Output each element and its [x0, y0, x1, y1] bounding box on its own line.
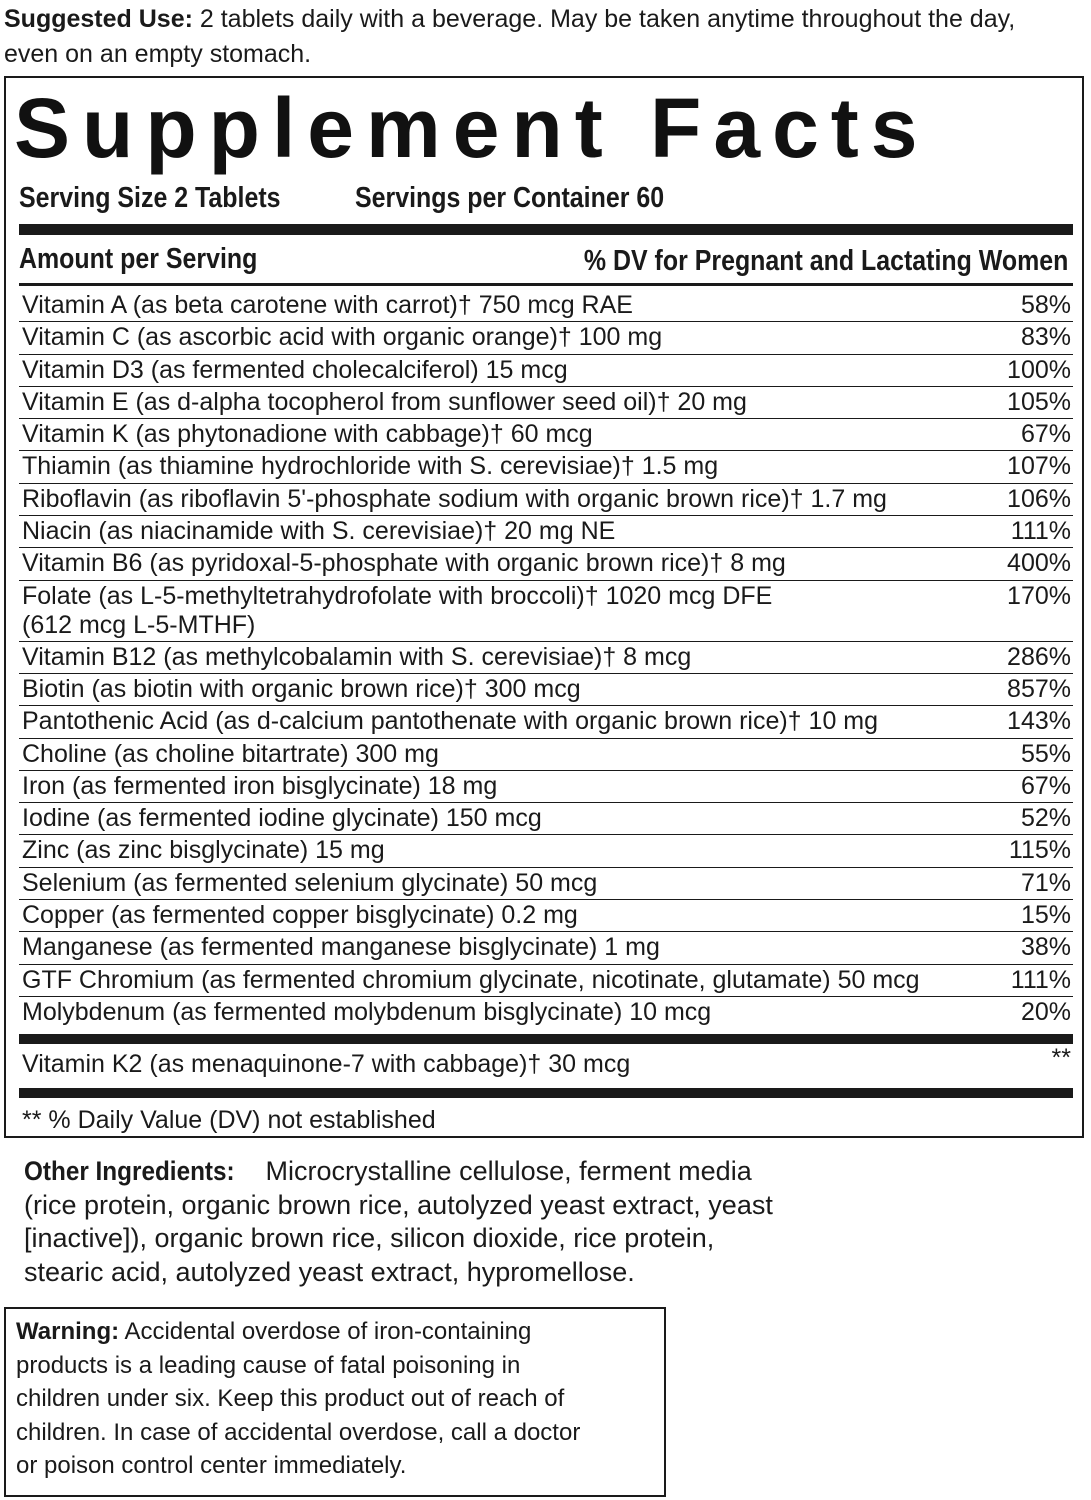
nutrient-dv: 71%	[1020, 868, 1071, 897]
nutrient-row	[19, 484, 1073, 516]
nutrient-row	[19, 290, 1073, 322]
nutrient-row	[19, 322, 1073, 354]
nutrient-name: Niacin (as niacinamide with S. cerevisiae)† 20 mg NE	[22, 517, 616, 546]
nutrient-dv: 100%	[1007, 355, 1071, 384]
serving-info	[19, 178, 739, 218]
nutrient-row-vitamin-k2	[19, 1046, 1073, 1082]
nutrient-name: Zinc (as zinc bisglycinate) 15 mg	[22, 836, 385, 865]
nutrient-row	[19, 387, 1073, 419]
nutrient-dv: 58%	[1020, 291, 1071, 319]
nutrient-name: Iron (as fermented iron bisglycinate) 18 mg	[22, 771, 498, 800]
nutrient-name: Manganese (as fermented manganese bisglycinate) 1 mg	[22, 933, 660, 962]
dv-header: % DV for Pregnant and Lactating Women	[583, 245, 1068, 277]
footnote: ** % Daily Value (DV) not established	[22, 1106, 436, 1134]
divider-header	[19, 283, 1073, 286]
nutrient-row	[19, 706, 1073, 738]
nutrient-dv: 107%	[1007, 452, 1071, 481]
nutrient-name: Iodine (as fermented iodine glycinate) 150 mcg	[22, 804, 542, 833]
warning-text-2: products is a leading cause of fatal poisoning in	[16, 1351, 521, 1379]
nutrient-name: Vitamin K2 (as menaquinone-7 with cabbage)† 30 mcg	[22, 1050, 631, 1078]
nutrient-dv: 106%	[1007, 484, 1071, 513]
other-ingredients-label: Other Ingredients:	[24, 1156, 235, 1186]
serving-size: Serving Size 2 Tablets	[19, 182, 281, 214]
nutrient-dv: 67%	[1020, 420, 1071, 449]
nutrient-row	[19, 581, 1073, 642]
nutrient-name: Vitamin E (as d-alpha tocopherol from sunflower seed oil)† 20 mg	[22, 387, 747, 416]
nutrient-dv: 55%	[1020, 739, 1071, 768]
nutrient-dv: **	[1051, 1044, 1071, 1072]
nutrient-row	[19, 548, 1073, 580]
nutrient-dv: 400%	[1007, 549, 1071, 578]
nutrient-name: Vitamin B12 (as methylcobalamin with S. cerevisiae)† 8 mcg	[22, 642, 692, 671]
nutrient-dv: 143%	[1007, 707, 1071, 736]
nutrient-row	[19, 355, 1073, 387]
nutrient-name: Molybdenum (as fermented molybdenum bisglycinate) 10 mcg	[22, 997, 712, 1026]
nutrient-dv: 38%	[1020, 933, 1071, 962]
nutrient-dv: 111%	[1010, 965, 1071, 994]
warning-box	[4, 1307, 666, 1497]
nutrient-row	[19, 803, 1073, 835]
other-ingredients-text-3: [inactive]), organic brown rice, silicon dioxide, rice protein,	[24, 1223, 715, 1253]
suggested-use-text-2: even on an empty stomach.	[4, 40, 312, 68]
amount-header: Amount per Serving	[19, 243, 258, 275]
nutrient-name: Biotin (as biotin with organic brown rice)† 300 mcg	[22, 674, 581, 703]
nutrient-name: Vitamin C (as ascorbic acid with organic orange)† 100 mg	[22, 323, 663, 352]
other-ingredients-text-1: Microcrystalline cellulose, ferment media	[258, 1156, 752, 1186]
suggested-use-label: Suggested Use:	[4, 5, 193, 33]
divider-thick-middle	[19, 1034, 1073, 1044]
nutrient-row	[19, 642, 1073, 674]
nutrient-name: Vitamin B6 (as pyridoxal-5-phosphate with organic brown rice)† 8 mg	[22, 549, 786, 578]
nutrient-name: Vitamin D3 (as fermented cholecalciferol) 15 mcg	[22, 355, 568, 384]
nutrient-dv: 115%	[1008, 836, 1071, 865]
nutrient-row	[19, 419, 1073, 451]
nutrient-dv: 170%	[1007, 581, 1071, 610]
warning-label: Warning:	[16, 1318, 120, 1345]
supplement-facts-panel	[4, 76, 1084, 1138]
nutrient-row	[19, 835, 1073, 867]
servings-per-container: Servings per Container 60	[355, 182, 665, 214]
nutrient-row	[19, 997, 1073, 1029]
nutrient-row	[19, 932, 1073, 964]
nutrient-dv: 286%	[1007, 642, 1071, 671]
suggested-use	[4, 2, 1084, 72]
nutrient-row	[19, 868, 1073, 900]
nutrient-dv: 15%	[1020, 901, 1071, 930]
nutrient-dv: 105%	[1007, 387, 1071, 416]
nutrient-name: Riboflavin (as riboflavin 5'-phosphate sodium with organic brown rice)† 1.7 mg	[22, 484, 887, 513]
nutrient-name: Thiamin (as thiamine hydrochloride with S. cerevisiae)† 1.5 mg	[22, 452, 719, 481]
nutrient-dv: 52%	[1020, 804, 1071, 833]
nutrient-name: GTF Chromium (as fermented chromium glycinate, nicotinate, glutamate) 50 mcg	[22, 965, 920, 994]
warning-text-5: or poison control center immediately.	[16, 1452, 407, 1479]
nutrient-dv: 20%	[1020, 997, 1071, 1026]
nutrient-dv: 83%	[1020, 323, 1071, 352]
nutrient-name: Selenium (as fermented selenium glycinate) 50 mcg	[22, 868, 598, 897]
nutrient-row	[19, 965, 1073, 997]
nutrient-name: Folate (as L-5-methyltetrahydrofolate with broccoli)† 1020 mcg DFE	[22, 581, 773, 610]
nutrient-dv: 111%	[1010, 517, 1071, 546]
nutrient-name: Vitamin K (as phytonadione with cabbage)† 60 mcg	[22, 420, 593, 449]
other-ingredients	[24, 1155, 773, 1289]
nutrient-name: Copper (as fermented copper bisglycinate) 0.2 mg	[22, 901, 578, 930]
nutrient-dv: 67%	[1020, 771, 1071, 800]
other-ingredients-text-4: stearic acid, autolyzed yeast extract, hypromellose.	[24, 1256, 635, 1287]
nutrient-name: Pantothenic Acid (as d-calcium pantothenate with organic brown rice)† 10 mg	[22, 707, 879, 736]
nutrient-row	[19, 674, 1073, 706]
warning-text-4: children. In case of accidental overdose, call a doctor	[16, 1418, 581, 1446]
nutrient-name-continued: (612 mcg L-5-MTHF)	[22, 610, 256, 639]
divider-thick-bottom	[19, 1088, 1073, 1098]
nutrient-row	[19, 900, 1073, 932]
other-ingredients-text-2: (rice protein, organic brown rice, autolyzed yeast extract, yeast	[24, 1189, 773, 1220]
suggested-use-text: 2 tablets daily with a beverage. May be taken anytime throughout the day,	[192, 5, 1016, 33]
nutrient-name: Choline (as choline bitartrate) 300 mg	[22, 739, 439, 768]
nutrient-name: Vitamin A (as beta carotene with carrot)† 750 mcg RAE	[22, 291, 633, 319]
nutrient-row	[19, 516, 1073, 548]
warning-text-3: children under six. Keep this product out of reach of	[16, 1385, 565, 1412]
nutrient-dv: 857%	[1007, 674, 1071, 703]
divider-thick-top	[19, 224, 1073, 235]
nutrient-table	[19, 290, 1073, 1029]
panel-title: Supplement Facts	[14, 81, 930, 175]
warning-text-1: Accidental overdose of iron-containing	[119, 1318, 532, 1345]
nutrient-row	[19, 739, 1073, 771]
nutrient-row	[19, 451, 1073, 483]
nutrient-row	[19, 771, 1073, 803]
